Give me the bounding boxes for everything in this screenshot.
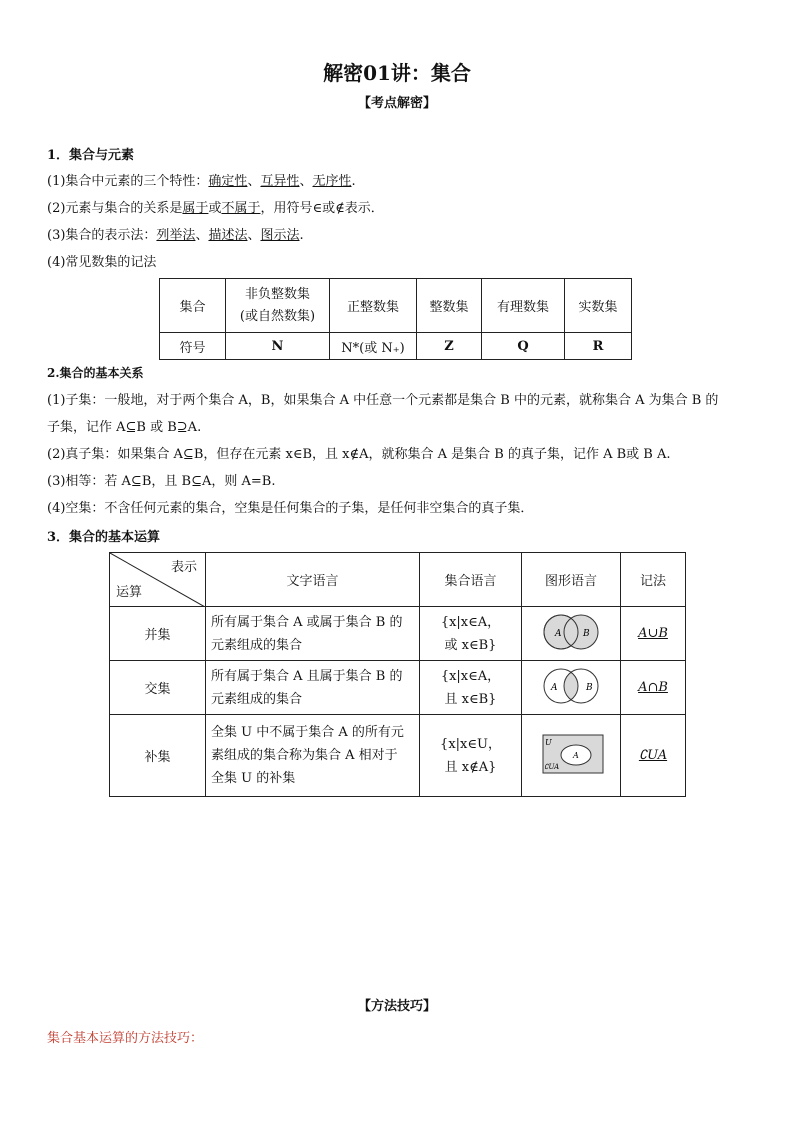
notation-intersection: A∩B — [621, 661, 686, 715]
line-empty-set: (4)空集：不含任何元素的集合，空集是任何集合的子集，是任何非空集合的真子集． — [47, 501, 534, 516]
corner-cell — [110, 553, 206, 607]
corner-label-operation: 运算 — [116, 585, 143, 600]
line-proper-subset: (2)真子集：如果集合 A⊆B，但存在元素 x∈B，且 x∉A，就称集合 A 是集合 B 的真子集，记作 A B或 B A. — [47, 447, 671, 462]
term-belongs: 属于 — [182, 201, 209, 216]
symbol-cell: N — [226, 333, 330, 360]
text: 或 — [208, 201, 222, 216]
text: 或 x∈B} — [444, 637, 497, 653]
text: 所有属于集合 A 或属于集合 B 的 — [211, 614, 403, 630]
symbol-cell: N*(或 N₊) — [330, 333, 417, 360]
set-notation — [420, 715, 522, 797]
line-number-sets: (4)常见数集的记法 — [47, 255, 157, 270]
section-heading-methods: 【方法技巧】 — [357, 999, 436, 1014]
venn-label-u: U — [545, 737, 552, 747]
term-definiteness: 确定性 — [208, 174, 248, 189]
text: (3)集合的表示法： — [47, 228, 157, 243]
venn-complement — [522, 715, 621, 797]
symbol-cell: R — [565, 333, 632, 360]
header-cell: 正整数集 — [330, 279, 417, 333]
text: . — [299, 228, 304, 243]
notation-union: A∪B — [621, 607, 686, 661]
line-subset-1: (1)子集：一般地，对于两个集合 A，B，如果集合 A 中任意一个元素都是集合 B 中的元素，就称集合 A 为集合 B 的 — [47, 393, 719, 408]
text: . — [351, 174, 356, 189]
text: 素组成的集合称为集合 A 相对于 — [211, 748, 398, 763]
text: 、 — [247, 228, 261, 243]
symbol-cell: Z — [417, 333, 482, 360]
venn-label-a: A — [573, 750, 579, 760]
text: 、 — [195, 228, 209, 243]
set-notation — [420, 607, 522, 661]
text: 所有属于集合 A 且属于集合 B 的 — [211, 668, 403, 684]
header-cell — [226, 279, 330, 333]
venn-complement-diagram — [531, 731, 611, 777]
header-cell: 集合语言 — [420, 553, 522, 607]
venn-label-a: A — [551, 682, 558, 693]
text: 元素组成的集合 — [211, 637, 303, 653]
venn-intersection — [522, 661, 621, 715]
line-set-properties — [47, 170, 356, 189]
set-operations-table — [109, 552, 686, 797]
verbal-definition — [206, 715, 420, 797]
term-enumeration: 列举法 — [156, 228, 196, 243]
header-cell: 文字语言 — [206, 553, 420, 607]
symbol-cell: Q — [482, 333, 565, 360]
text: {x|x∈A， — [440, 614, 501, 630]
text: ，用符号∈或∉表示． — [260, 201, 384, 216]
text: 且 x∉A} — [444, 759, 497, 775]
operation-name: 补集 — [110, 715, 206, 797]
operation-name: 并集 — [110, 607, 206, 661]
text: {x|x∈A， — [440, 668, 501, 684]
term-diagram: 图示法 — [260, 228, 300, 243]
text: {x|x∈U， — [440, 736, 501, 752]
venn-intersection-diagram — [531, 663, 611, 709]
venn-union — [522, 607, 621, 661]
venn-label-b: B — [583, 628, 590, 639]
text: 且 x∈B} — [444, 691, 497, 707]
venn-label-b: B — [586, 682, 593, 693]
verbal-definition — [206, 607, 420, 661]
text: 全集 U 的补集 — [211, 771, 296, 786]
header-cell: 实数集 — [565, 279, 632, 333]
venn-label-a: A — [555, 628, 562, 639]
term-description: 描述法 — [208, 228, 248, 243]
term-distinctness: 互异性 — [260, 174, 300, 189]
corner-label-represent: 表示 — [170, 560, 197, 575]
line-element-relation — [47, 197, 384, 216]
row-label: 符号 — [160, 333, 226, 360]
operation-name: 交集 — [110, 661, 206, 715]
set-notation — [420, 661, 522, 715]
heading-set-and-element: 1．集合与元素 — [47, 148, 135, 163]
section-heading-key-points: 【考点解密】 — [357, 96, 436, 111]
term-not-belongs: 不属于 — [221, 201, 261, 216]
methods-intro-line: 集合基本运算的方法技巧： — [47, 1031, 204, 1046]
notation-complement: ∁UA — [621, 715, 686, 797]
header-cell: 集合 — [160, 279, 226, 333]
line-representation — [47, 224, 304, 243]
text: 、 — [299, 174, 313, 189]
venn-union-diagram — [531, 609, 611, 655]
text: 元素组成的集合 — [211, 691, 303, 707]
line-subset-2: 子集，记作 A⊆B 或 B⊇A. — [47, 420, 202, 435]
heading-set-operations: 3．集合的基本运算 — [47, 530, 161, 545]
text: 非负整数集 — [244, 286, 310, 302]
verbal-definition — [206, 661, 420, 715]
line-equality: (3)相等：若 A⊆B，且 B⊆A，则 A=B. — [47, 474, 276, 489]
text: (或自然数集) — [239, 308, 316, 324]
heading-set-relations: 2.集合的基本关系 — [47, 366, 144, 380]
page-title: 解密01讲：集合 — [323, 61, 471, 85]
header-cell: 有理数集 — [482, 279, 565, 333]
venn-label-complement: ∁UA — [544, 762, 560, 771]
number-sets-table — [159, 278, 632, 360]
text: (1)集合中元素的三个特性： — [47, 174, 209, 189]
text: 全集 U 中不属于集合 A 的所有元 — [211, 725, 404, 740]
term-unorderedness: 无序性 — [312, 174, 352, 189]
header-cell: 记法 — [621, 553, 686, 607]
text: 、 — [247, 174, 261, 189]
header-cell: 图形语言 — [522, 553, 621, 607]
header-cell: 整数集 — [417, 279, 482, 333]
text: (2)元素与集合的关系是 — [47, 201, 183, 216]
